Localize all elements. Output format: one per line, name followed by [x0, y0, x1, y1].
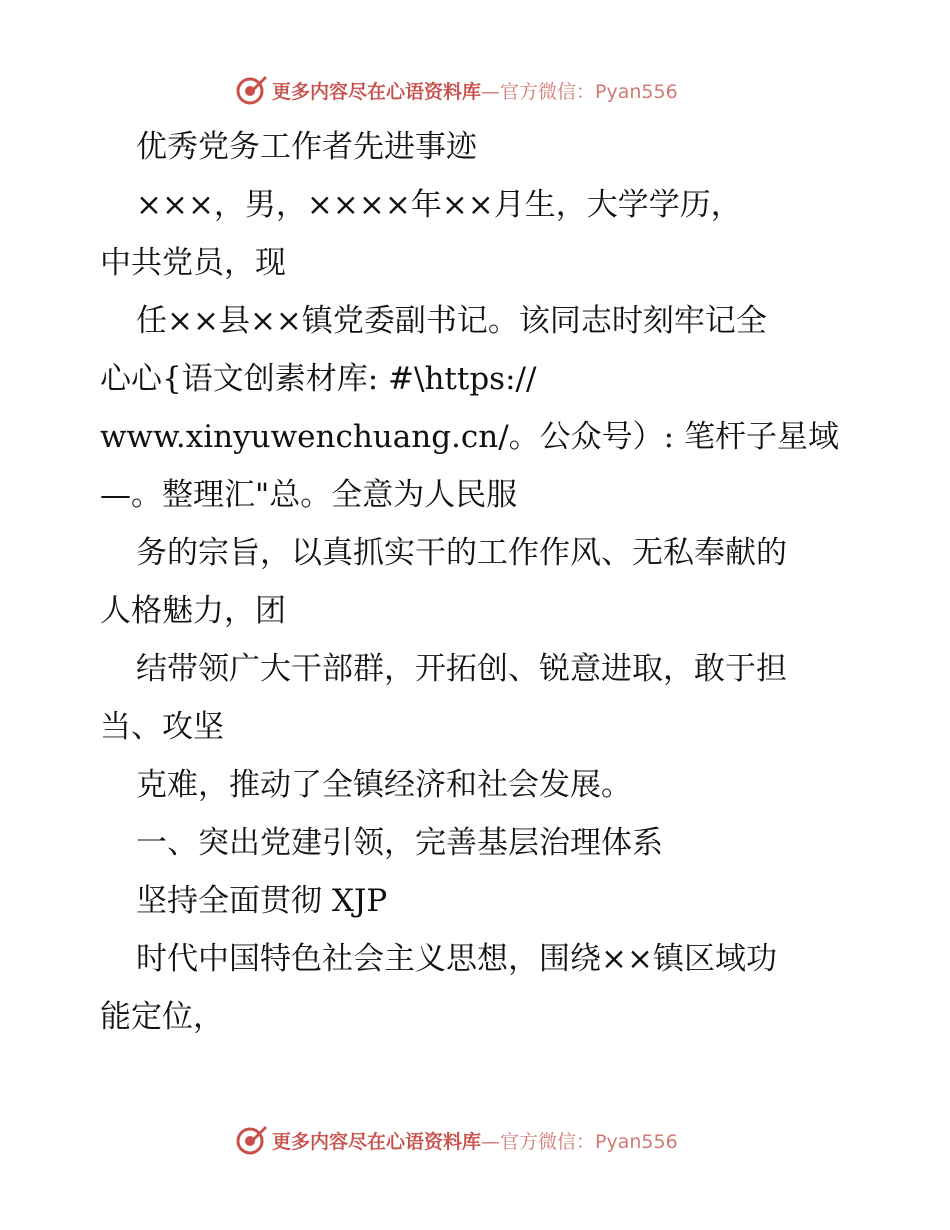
document-title: 优秀党务工作者先进事迹 [136, 129, 477, 165]
text-line: 务的宗旨，以真抓实干的工作作风、无私奉献的 [136, 535, 787, 571]
text-line: 任××县××镇党委副书记。该同志时刻牢记全 [136, 303, 767, 339]
pen-logo-icon [236, 74, 268, 106]
text-line: www.xinyuwenchuang.cn/。公众号）: 笔杆子星域 [100, 419, 839, 455]
text-line: 克难，推动了全镇经济和社会发展。 [136, 767, 632, 803]
text-line: ×××，男，××××年××月生，大学学历， [136, 187, 742, 223]
text-line: 结带领广大干部群，开拓创、锐意进取，敢于担 [136, 651, 787, 687]
text-line: 坚持全面贯彻 XJP [136, 883, 388, 919]
footer-watermark [236, 1123, 678, 1157]
text-line: 人格魅力，团 [100, 593, 286, 629]
watermark-main-text: 更多内容尽在心语资料库 [272, 80, 482, 103]
document-body [100, 118, 860, 1046]
text-line: 时代中国特色社会主义思想，围绕××镇区域功 [136, 941, 777, 977]
watermark-main-text: 更多内容尽在心语资料库 [272, 1130, 482, 1153]
watermark-wechat-text: —官方微信：Pyan556 [481, 1130, 678, 1153]
section-heading: 一、突出党建引领，完善基层治理体系 [136, 825, 663, 861]
text-line: 当、攻坚 [100, 709, 224, 745]
header-watermark [236, 73, 678, 107]
text-line: 能定位， [100, 999, 224, 1035]
watermark-wechat-text: —官方微信：Pyan556 [481, 80, 678, 103]
text-line: 心心{语文创素材库: #\https:// [100, 361, 537, 397]
text-line: 中共党员，现 [100, 245, 286, 281]
text-line: —。整理汇"总。全意为人民服 [100, 477, 518, 513]
pen-logo-icon [236, 1124, 268, 1156]
